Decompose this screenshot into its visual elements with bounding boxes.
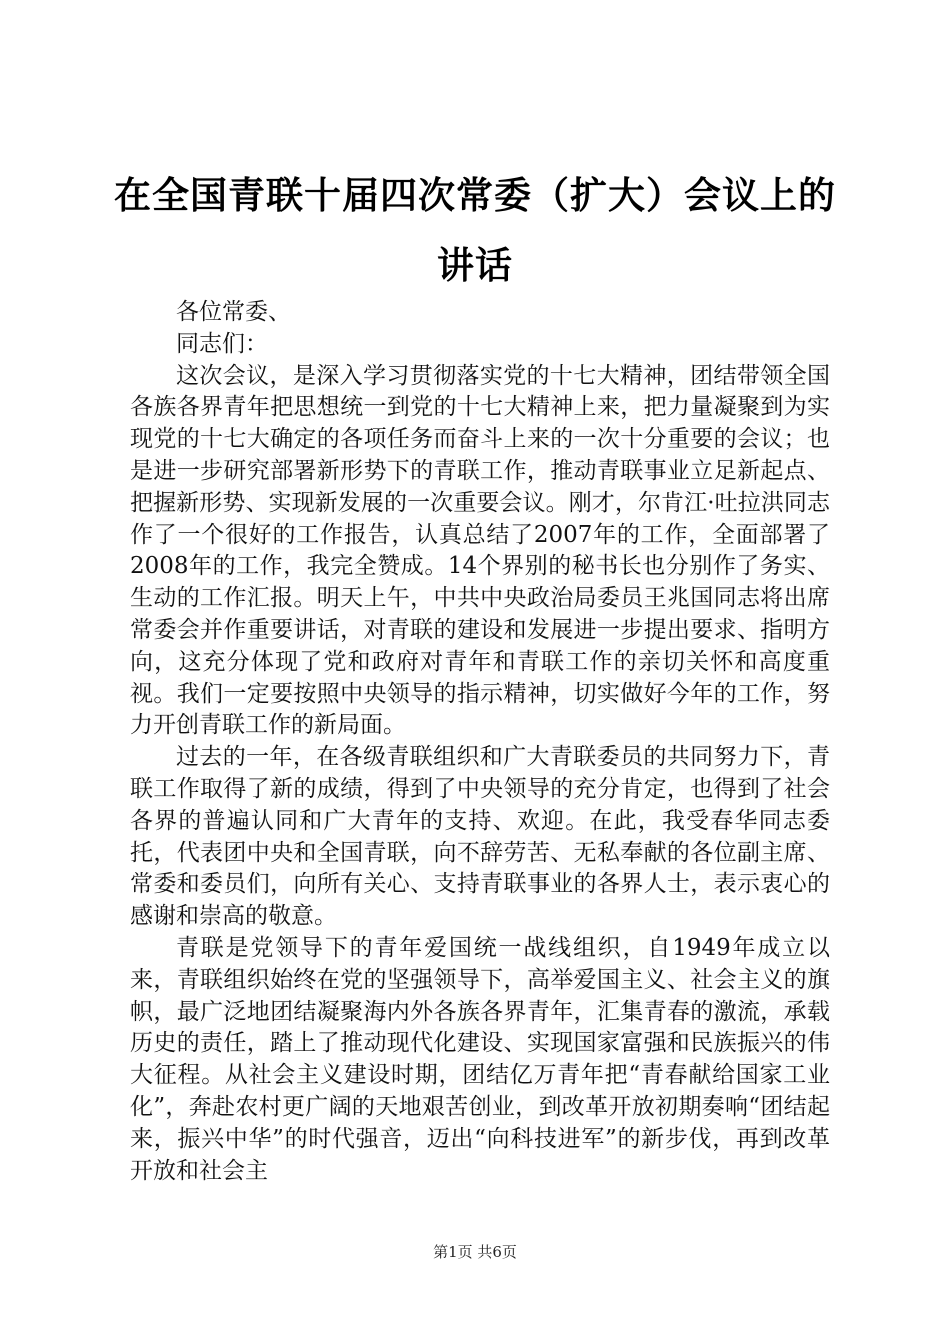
document-body [130,297,830,1187]
salutation-line-2: 同志们： [176,330,268,357]
page-footer: 第1页 共6页 [433,1243,517,1261]
document-title: 在全国青联十届四次常委（扩大）会议上的讲话 [114,173,836,287]
body-paragraph: 青联是党领导下的青年爱国统一战线组织，自1949年成立以来，青联组织始终在党的坚强领导下，高举爱国主义、社会主义的旗帜，最广泛地团结凝聚海内外各族各界青年，汇集青春的激流，承载历史的责任，踏上了推动现代化建设、实现国家富强和民族振兴的伟大征程。从社会主义建设时期，团结亿万青年把“青春献给国家工业化”，奔赴农村更广阔的天地艰苦创业，到改革开放初期奏响“团结起来，振兴中华”的时代强音，迈出“向科技进军”的新步伐，再到改革开放和社会主 [130,934,830,1184]
body-paragraph: 过去的一年，在各级青联组织和广大青联委员的共同努力下，青联工作取得了新的成绩，得到了中央领导的充分肯定，也得到了社会各界的普遍认同和广大青年的支持、欢迎。在此，我受春华同志委托，代表团中央和全国青联，向不辞劳苦、无私奉献的各位副主席、常委和委员们，向所有关心、支持青联事业的各界人士，表示衷心的感谢和崇高的敬意。 [130,744,830,930]
body-paragraph: 这次会议，是深入学习贯彻落实党的十七大精神，团结带领全国各族各界青年把思想统一到党的十七大精神上来，把力量凝聚到为实现党的十七大确定的各项任务而奋斗上来的一次十分重要的会议；也是进一步研究部署新形势下的青联工作，推动青联事业立足新起点、把握新形势、实现新发展的一次重要会议。刚才，尔肯江·吐拉洪同志作了一个很好的工作报告，认真总结了2007年的工作，全面部署了2008年的工作，我完全赞成。14个界别的秘书长也分别作了务实、生动的工作汇报。明天上午，中共中央政治局委员王兆国同志将出席常委会并作重要讲话，对青联的建设和发展进一步提出要求、指明方向，这充分体现了党和政府对青年和青联工作的亲切关怀和高度重视。我们一定要按照中央领导的指示精神，切实做好今年的工作，努力开创青联工作的新局面。 [130,362,830,739]
salutation-line-1: 各位常委、 [176,299,291,325]
